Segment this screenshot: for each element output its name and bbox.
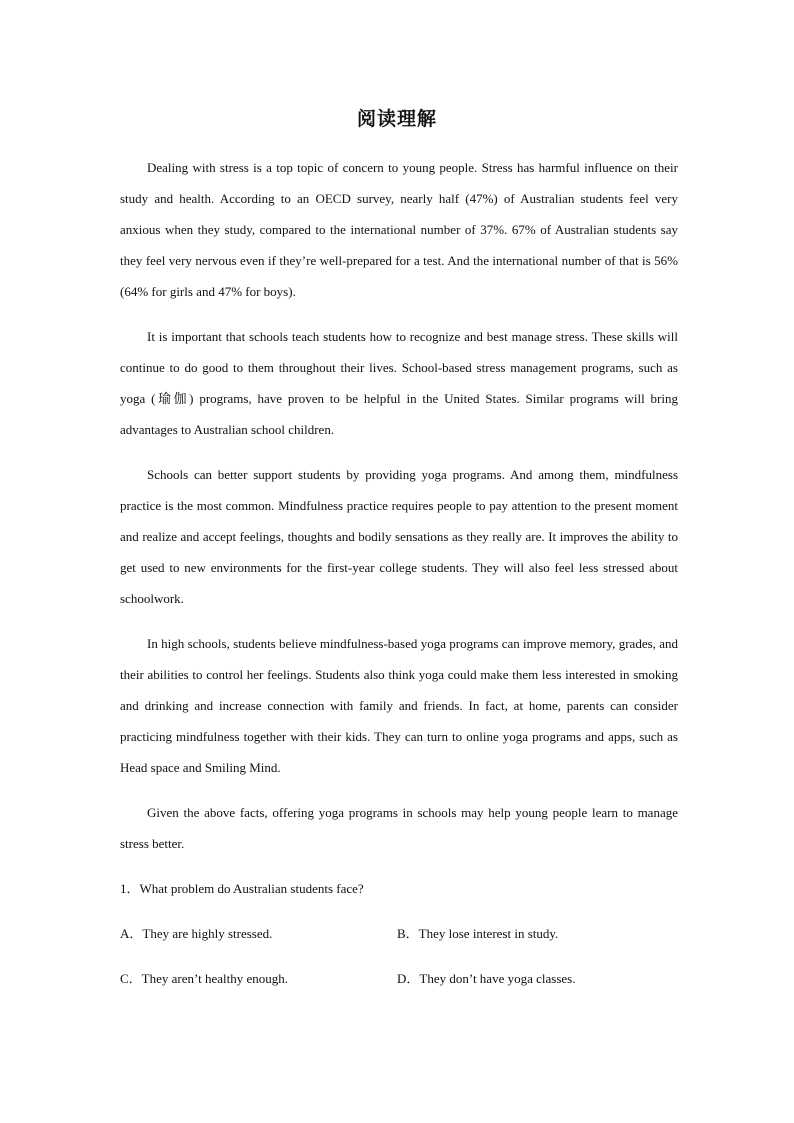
paragraph-2: It is important that schools teach students how to recognize and best manage stress. These skills will continue to do good to them throughout their lives. School-based stress management programs, such as yoga (瑜伽) programs, have proven to be helpful in the United States. Similar programs will bring advantages to Australian school children. bbox=[120, 329, 678, 437]
options-row-2 bbox=[120, 963, 678, 994]
option-c: C．They aren’t healthy enough. bbox=[120, 971, 288, 986]
paragraph-3: Schools can better support students by providing yoga programs. And among them, mindfulness practice is the most common. Mindfulness practice requires people to pay attention to the present moment and realize and accept feelings, thoughts and bodily sensations as they really are. It improves the ability to get used to new environments for the first-year college students. They will also feel less stressed about schoolwork. bbox=[120, 467, 678, 606]
question-1: 1．What problem do Australian students face? bbox=[120, 881, 364, 896]
page-title: 阅读理解 bbox=[356, 108, 437, 130]
option-a: A．They are highly stressed. bbox=[120, 926, 273, 941]
option-d: D．They don’t have yoga classes. bbox=[397, 971, 576, 986]
reading-passage bbox=[120, 152, 678, 1008]
options-row-1 bbox=[120, 918, 678, 949]
paragraph-4: In high schools, students believe mindfulness-based yoga programs can improve memory, grades, and their abilities to control her feelings. Students also think yoga could make them less interested in smoking and drinking and increase connection with family and friends. In fact, at home, parents can consider practicing mindfulness together with their kids. They can turn to online yoga programs and apps, such as Head space and Smiling Mind. bbox=[120, 636, 678, 775]
paragraph-1: Dealing with stress is a top topic of concern to young people. Stress has harmful influence on their study and health. According to an OECD survey, nearly half (47%) of Australian students feel very anxious when they study, compared to the international number of 37%. 67% of Australian students say they feel very nervous even if they’re well-prepared for a test. And the international number of that is 56% (64% for girls and 47% for boys). bbox=[120, 160, 678, 299]
option-b: B．They lose interest in study. bbox=[397, 926, 559, 941]
paragraph-5: Given the above facts, offering yoga programs in schools may help young people learn to manage stress better. bbox=[120, 805, 678, 851]
